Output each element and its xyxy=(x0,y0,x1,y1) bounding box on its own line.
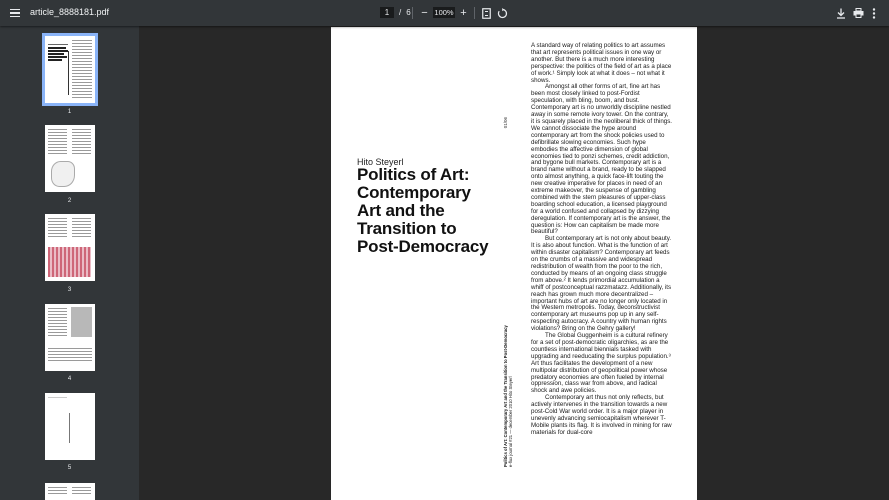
zoom-out-button[interactable]: − xyxy=(421,6,428,19)
document-page xyxy=(331,27,697,500)
more-options-icon[interactable] xyxy=(869,7,879,19)
paragraph: A standard way of relating politics to art assumes that art represents political issues in one way or another. But there is a much more interesting perspective: the politics of the field of art as a place of work.¹ Simply look at what it does – not what it shows. xyxy=(531,42,672,84)
thumbnail-sidebar xyxy=(0,26,139,500)
page-marker: 01/06 xyxy=(503,117,508,129)
page-selector xyxy=(380,7,411,18)
zoom-input[interactable]: 100% xyxy=(434,8,454,17)
total-pages: 6 xyxy=(406,8,411,17)
paragraph: The Global Guggenheim is a cultural refinery for a set of post-democratic oligarchies, as are the countless international biennials tasked with upgrading and reeducating the surplus population.³ Art thus facilitates the development of a new multipolar distribution of geopolitical power whose predatory economies are often fueled by internal oppression, class war from above, and radical shock and awe policies. xyxy=(531,332,671,395)
article-body xyxy=(531,43,673,437)
zoom-in-button[interactable]: + xyxy=(460,6,467,19)
running-citation xyxy=(503,267,523,467)
toolbar-divider xyxy=(474,7,475,19)
menu-icon[interactable] xyxy=(9,7,21,19)
fit-to-page-icon[interactable] xyxy=(481,7,491,19)
pdf-toolbar xyxy=(0,0,889,26)
print-icon[interactable] xyxy=(852,7,864,19)
thumbnail-page-number: 5 xyxy=(67,465,72,471)
page-thumbnail-1[interactable] xyxy=(45,36,95,103)
paragraph: Amongst all other forms of art, fine art has been most closely linked to post-Fordist speculation, with bling, boom, and bust. Contemporary art is no unworldly discipline nestled away in some remote ivory tower. On the contrary, it is squarely placed in the neoliberal thick of things. We cannot dissociate the hype around contemporary art from the shock policies used to defibrillate slowing economies. Such hype embodies the affective dimension of global economies tied to ponzi schemes, credit addiction, and bygone bull markets. Contemporary art is a brand name without a brand, ready to be slapped onto almost anything, a quick face-lift touting the new creative imperative for places in need of an extreme makeover, the suspense of gambling combined with the stern pleasures of upper-class boarding school education, a licensed playground for a world confused and collapsed by dizzying deregulation. If contemporary art is the answer, the question is: How can capitalism be made more beautiful? xyxy=(531,83,673,236)
document-title: article_8888181.pdf xyxy=(30,7,110,17)
article-author: Hito Steyerl xyxy=(357,157,404,167)
thumbnail-page-number: 1 xyxy=(67,109,72,115)
page-separator: / xyxy=(399,8,402,17)
page-thumbnail-3[interactable] xyxy=(45,214,95,281)
thumbnail-page-number: 2 xyxy=(67,198,72,204)
citation-title: Politics of Art: Contemporary Art and the Transition to Post-Democracy xyxy=(503,325,508,467)
citation-journal: e-flux journal #21 — december 2010 Hito Steyerl xyxy=(508,376,513,467)
page-number-input[interactable] xyxy=(380,7,394,18)
article-title: Politics of Art: Contemporary Art and the Transition to Post-Democracy xyxy=(357,165,489,256)
rotate-icon[interactable] xyxy=(496,7,508,19)
page-thumbnail-2[interactable] xyxy=(45,125,95,192)
paragraph: But contemporary art is not only about beauty. It is also about function. What is the function of art within disaster capitalism? Contemporary art feeds on the crumbs of a massive and widespread redistribution of wealth from the poor to the rich, conducted by means of an ongoing class struggle from above.² It lends primordial accumulation a whiff of postconceptual razzmatazz. Additionally, its reach has grown much more decentralized – important hubs of art are no longer only located in the Western metropolis. Today, deconstructivist contemporary art museums pop up in any self-respecting autocracy. A country with human rights violations? Bring on the Gehry gallery! xyxy=(531,235,672,333)
paragraph: Contemporary art thus not only reflects, but actively intervenes in the transition towards a new post-Cold War world order. It is a major player in unevenly advancing semiocapitalism wherever T-Mobile plants its flag. It is involved in mining for raw materials for dual-core xyxy=(531,394,672,436)
download-icon[interactable] xyxy=(835,7,847,19)
page-thumbnail-5[interactable] xyxy=(45,393,95,460)
thumbnail-page-number: 4 xyxy=(67,376,72,382)
page-thumbnail-6[interactable] xyxy=(45,483,95,500)
thumbnail-page-number: 3 xyxy=(67,287,72,293)
page-thumbnail-4[interactable] xyxy=(45,304,95,371)
toolbar-divider xyxy=(412,7,413,19)
